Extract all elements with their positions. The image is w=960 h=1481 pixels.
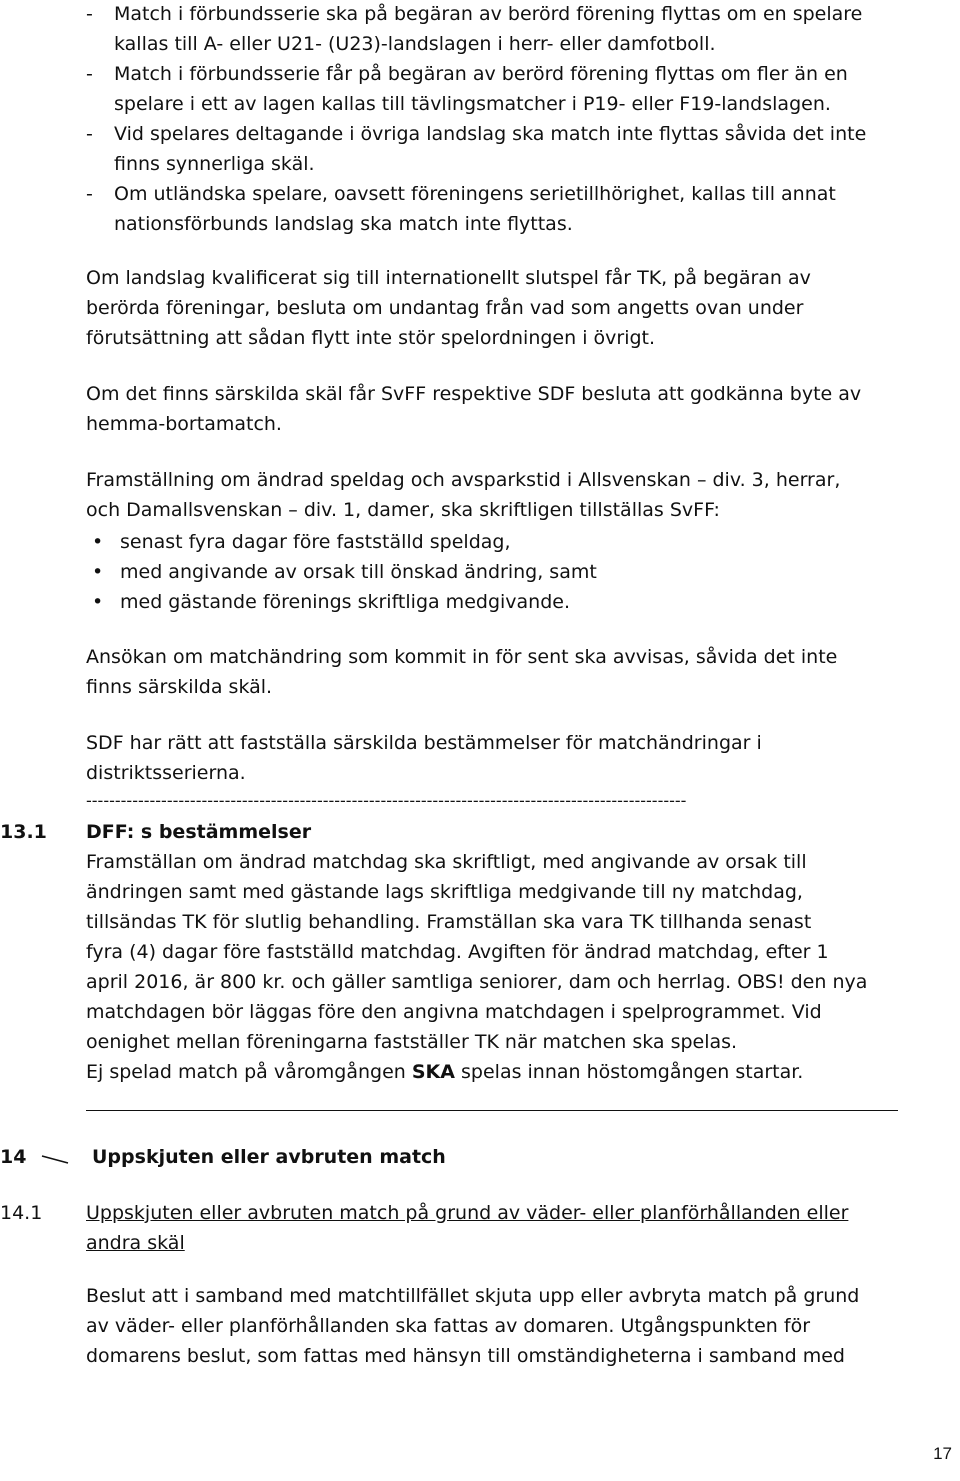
paragraph-line: matchdagen bör läggas före den angivna matchdagen i spelprogrammet. Vid <box>86 1001 822 1023</box>
paragraph-line: Framställning om ändrad speldag och avsparkstid i Allsvenskan – div. 3, herrar, <box>86 469 841 491</box>
paragraph-line: hemma-bortamatch. <box>86 413 282 435</box>
list-item: nationsförbunds landslag ska match inte flyttas. <box>114 213 573 235</box>
section-number: 14.1 <box>0 1202 43 1224</box>
dash-bullet: - <box>86 3 93 25</box>
paragraph-line: finns särskilda skäl. <box>86 676 273 698</box>
bullet-dot: • <box>92 591 104 613</box>
dash-bullet: - <box>86 183 93 205</box>
list-item: Vid spelares deltagande i övriga landslag ska match inte flyttas såvida det inte <box>114 123 867 145</box>
list-item: finns synnerliga skäl. <box>114 153 315 175</box>
list-item: med angivande av orsak till önskad ändring, samt <box>120 561 597 583</box>
list-item: Match i förbundsserie ska på begäran av berörd förening flyttas om en spelare <box>114 3 863 25</box>
text-after: spelas innan höstomgången startar. <box>454 1061 804 1083</box>
paragraph-line: Om det finns särskilda skäl får SvFF respektive SDF besluta att godkänna byte av <box>86 383 862 405</box>
list-item: kallas till A- eller U21- (U23)-landslagen i herr- eller damfotboll. <box>114 33 716 55</box>
section-title: andra skäl <box>86 1232 185 1254</box>
section-divider <box>86 1110 898 1111</box>
emphasis-ska: SKA <box>411 1061 455 1083</box>
list-item: spelare i ett av lagen kallas till tävlingsmatcher i P19- eller F19-landslagen. <box>114 93 831 115</box>
paragraph-line: fyra (4) dagar före fastställd matchdag. Avgiften för ändrad matchdag, efter 1 <box>86 941 829 963</box>
heading-dash-icon <box>36 1144 76 1172</box>
section-title: Uppskjuten eller avbruten match på grund av väder- eller planförhållanden eller <box>86 1202 849 1224</box>
paragraph-line: förutsättning att sådan flytt inte stör spelordningen i övrigt. <box>86 327 656 349</box>
bullet-dot: • <box>92 561 104 583</box>
paragraph-line: oenighet mellan föreningarna fastställer TK när matchen ska spelas. <box>86 1031 738 1053</box>
list-item: senast fyra dagar före fastställd speldag, <box>120 531 511 553</box>
paragraph-line: Ansökan om matchändring som kommit in för sent ska avvisas, såvida det inte <box>86 646 838 668</box>
dashed-separator: -------------------------------------------------------------------------------------------------------- <box>86 791 687 810</box>
section-title: Uppskjuten eller avbruten match <box>92 1146 446 1168</box>
list-item: Om utländska spelare, oavsett föreningens serietillhörighet, kallas till annat <box>114 183 836 205</box>
dash-bullet: - <box>86 63 93 85</box>
paragraph-line: tillsändas TK för slutlig behandling. Framställan ska vara TK tillhanda senast <box>86 911 812 933</box>
text-before: Ej spelad match på våromgången <box>86 1061 412 1083</box>
paragraph-line: april 2016, är 800 kr. och gäller samtliga seniorer, dam och herrlag. OBS! den nya <box>86 971 868 993</box>
paragraph-line: Om landslag kvalificerat sig till internationellt slutspel får TK, på begäran av <box>86 267 811 289</box>
section-title: DFF: s bestämmelser <box>86 821 312 843</box>
bullet-dot: • <box>92 531 104 553</box>
section-number: 13.1 <box>0 821 47 843</box>
paragraph-line: domarens beslut, som fattas med hänsyn till omständigheterna i samband med <box>86 1345 845 1367</box>
paragraph-line: ändringen samt med gästande lags skriftliga medgivande till ny matchdag, <box>86 881 803 903</box>
list-item: med gästande förenings skriftliga medgivande. <box>120 591 570 613</box>
paragraph-line: berörda föreningar, besluta om undantag från vad som angetts ovan under <box>86 297 804 319</box>
page-number: 17 <box>933 1444 952 1463</box>
paragraph-line: SDF har rätt att fastställa särskilda bestämmelser för matchändringar i <box>86 732 762 754</box>
paragraph-line: av väder- eller planförhållanden ska fattas av domaren. Utgångspunkten för <box>86 1315 811 1337</box>
paragraph-line: Framställan om ändrad matchdag ska skriftligt, med angivande av orsak till <box>86 851 807 873</box>
list-item: Match i förbundsserie får på begäran av berörd förening flyttas om fler än en <box>114 63 848 85</box>
paragraph-line-emphasis <box>86 1058 803 1086</box>
paragraph-line: Beslut att i samband med matchtillfället skjuta upp eller avbryta match på grund <box>86 1285 860 1307</box>
section-number: 14 <box>0 1146 27 1168</box>
paragraph-line: distriktsserierna. <box>86 762 246 784</box>
dash-bullet: - <box>86 123 93 145</box>
paragraph-line: och Damallsvenskan – div. 1, damer, ska skriftligen tillställas SvFF: <box>86 499 720 521</box>
